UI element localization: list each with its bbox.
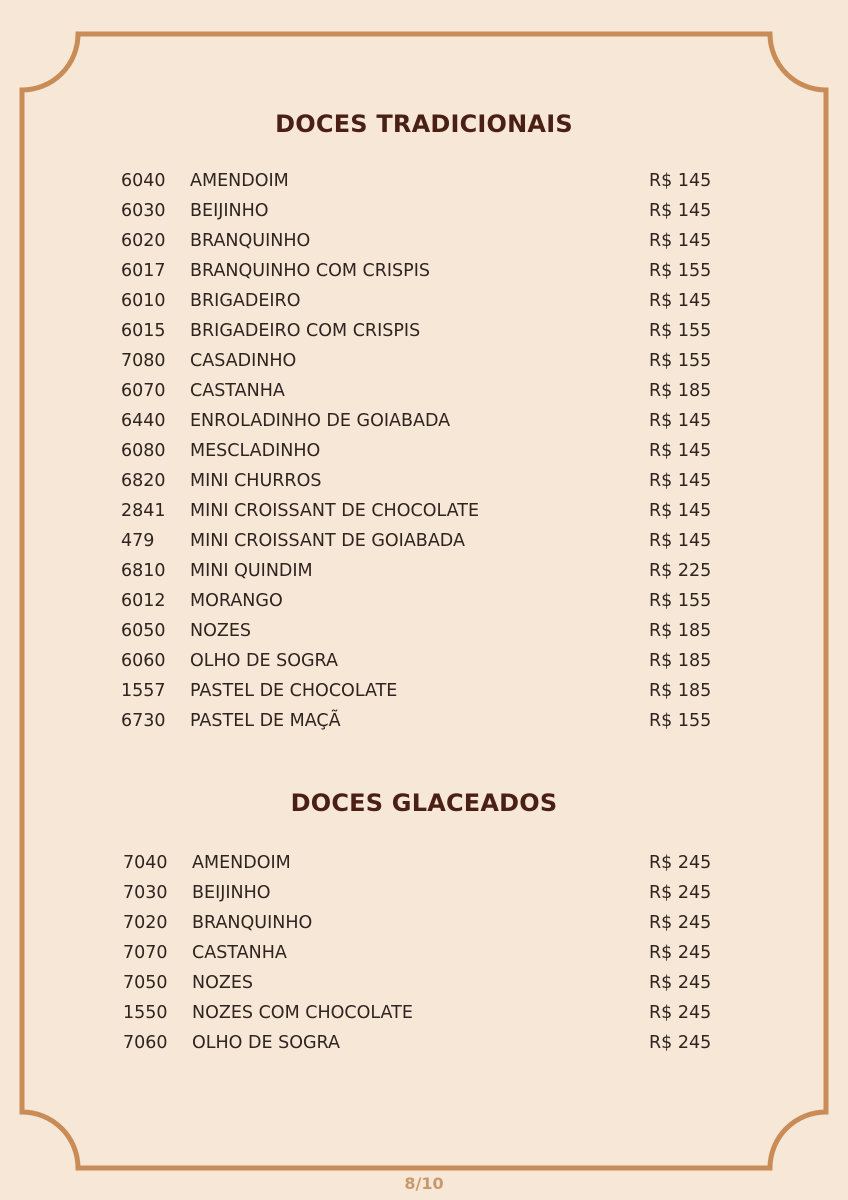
- item-name: PASTEL DE CHOCOLATE: [190, 681, 398, 701]
- menu-item-row: [0, 908, 848, 938]
- item-name: BRANQUINHO COM CRISPIS: [190, 261, 430, 281]
- page-number: 8/10: [404, 1174, 444, 1193]
- item-code: 7030: [123, 883, 168, 903]
- item-name: ENROLADINHO DE GOIABADA: [190, 411, 451, 431]
- item-code: 6060: [121, 651, 166, 671]
- item-code: 6080: [121, 441, 166, 461]
- menu-item-row: [0, 998, 848, 1028]
- item-code: 7070: [123, 943, 168, 963]
- item-price: R$ 245: [649, 883, 712, 903]
- item-name: MINI QUINDIM: [190, 561, 313, 581]
- menu-item-row: [0, 436, 848, 466]
- item-code: 7020: [123, 913, 168, 933]
- item-name: AMENDOIM: [190, 171, 289, 191]
- menu-item-row: [0, 706, 848, 736]
- item-name: NOZES: [192, 973, 254, 993]
- menu-item-row: [0, 646, 848, 676]
- item-price: R$ 185: [649, 381, 712, 401]
- menu-item-row: [0, 676, 848, 706]
- item-price: R$ 245: [649, 1003, 712, 1023]
- item-code: 6015: [121, 321, 166, 341]
- item-price: R$ 245: [649, 943, 712, 963]
- item-name: NOZES COM CHOCOLATE: [192, 1003, 413, 1023]
- item-code: 479: [121, 531, 155, 551]
- item-name: OLHO DE SOGRA: [190, 651, 338, 671]
- item-price: R$ 145: [649, 501, 712, 521]
- menu-item-row: [0, 466, 848, 496]
- menu-item-row: [0, 848, 848, 878]
- item-price: R$ 155: [649, 321, 712, 341]
- menu-item-row: [0, 346, 848, 376]
- item-price: R$ 245: [649, 1033, 712, 1053]
- menu-item-row: [0, 376, 848, 406]
- item-price: R$ 185: [649, 651, 712, 671]
- item-code: 6030: [121, 201, 166, 221]
- item-name: CASTANHA: [190, 381, 285, 401]
- menu-item-row: [0, 316, 848, 346]
- item-price: R$ 225: [649, 561, 712, 581]
- item-code: 6440: [121, 411, 166, 431]
- item-price: R$ 145: [649, 411, 712, 431]
- item-code: 1550: [123, 1003, 168, 1023]
- menu-list-tradicionais: [0, 166, 848, 736]
- menu-list-glaceados: [0, 848, 848, 1058]
- menu-item-row: [0, 166, 848, 196]
- item-name: MINI CROISSANT DE GOIABADA: [190, 531, 465, 551]
- item-name: MINI CROISSANT DE CHOCOLATE: [190, 501, 479, 521]
- menu-item-row: [0, 938, 848, 968]
- menu-item-row: [0, 256, 848, 286]
- menu-item-row: [0, 1028, 848, 1058]
- item-code: 6012: [121, 591, 166, 611]
- item-price: R$ 145: [649, 201, 712, 221]
- item-code: 6017: [121, 261, 166, 281]
- menu-item-row: [0, 556, 848, 586]
- section-title-glaceados: DOCES GLACEADOS: [290, 789, 558, 817]
- item-code: 6040: [121, 171, 166, 191]
- menu-item-row: [0, 968, 848, 998]
- item-code: 6020: [121, 231, 166, 251]
- item-price: R$ 245: [649, 853, 712, 873]
- item-name: MORANGO: [190, 591, 283, 611]
- item-name: CASTANHA: [192, 943, 287, 963]
- item-name: BRANQUINHO: [190, 231, 311, 251]
- item-name: PASTEL DE MAÇÃ: [190, 711, 341, 731]
- item-name: AMENDOIM: [192, 853, 291, 873]
- item-name: OLHO DE SOGRA: [192, 1033, 340, 1053]
- menu-item-row: [0, 616, 848, 646]
- item-price: R$ 145: [649, 171, 712, 191]
- item-name: BRIGADEIRO: [190, 291, 301, 311]
- item-price: R$ 245: [649, 973, 712, 993]
- item-code: 7080: [121, 351, 166, 371]
- item-price: R$ 145: [649, 471, 712, 491]
- item-code: 7040: [123, 853, 168, 873]
- item-price: R$ 145: [649, 531, 712, 551]
- item-price: R$ 245: [649, 913, 712, 933]
- item-price: R$ 145: [649, 441, 712, 461]
- menu-item-row: [0, 226, 848, 256]
- item-price: R$ 155: [649, 351, 712, 371]
- item-price: R$ 185: [649, 621, 712, 641]
- menu-item-row: [0, 196, 848, 226]
- menu-item-row: [0, 878, 848, 908]
- menu-item-row: [0, 286, 848, 316]
- menu-item-row: [0, 586, 848, 616]
- item-code: 1557: [121, 681, 166, 701]
- item-name: MINI CHURROS: [190, 471, 322, 491]
- menu-item-row: [0, 406, 848, 436]
- item-code: 6820: [121, 471, 166, 491]
- item-code: 7050: [123, 973, 168, 993]
- item-price: R$ 145: [649, 231, 712, 251]
- item-name: CASADINHO: [190, 351, 297, 371]
- item-code: 6810: [121, 561, 166, 581]
- item-name: BEIJINHO: [190, 201, 269, 221]
- menu-item-row: [0, 526, 848, 556]
- item-code: 6070: [121, 381, 166, 401]
- item-code: 6050: [121, 621, 166, 641]
- item-code: 2841: [121, 501, 166, 521]
- item-code: 6730: [121, 711, 166, 731]
- item-code: 6010: [121, 291, 166, 311]
- item-price: R$ 155: [649, 261, 712, 281]
- item-name: BRIGADEIRO COM CRISPIS: [190, 321, 421, 341]
- item-price: R$ 155: [649, 591, 712, 611]
- menu-item-row: [0, 496, 848, 526]
- item-name: MESCLADINHO: [190, 441, 321, 461]
- item-code: 7060: [123, 1033, 168, 1053]
- item-name: BEIJINHO: [192, 883, 271, 903]
- item-price: R$ 185: [649, 681, 712, 701]
- section-title-tradicionais: DOCES TRADICIONAIS: [275, 110, 573, 138]
- item-price: R$ 145: [649, 291, 712, 311]
- item-price: R$ 155: [649, 711, 712, 731]
- item-name: BRANQUINHO: [192, 913, 313, 933]
- item-name: NOZES: [190, 621, 252, 641]
